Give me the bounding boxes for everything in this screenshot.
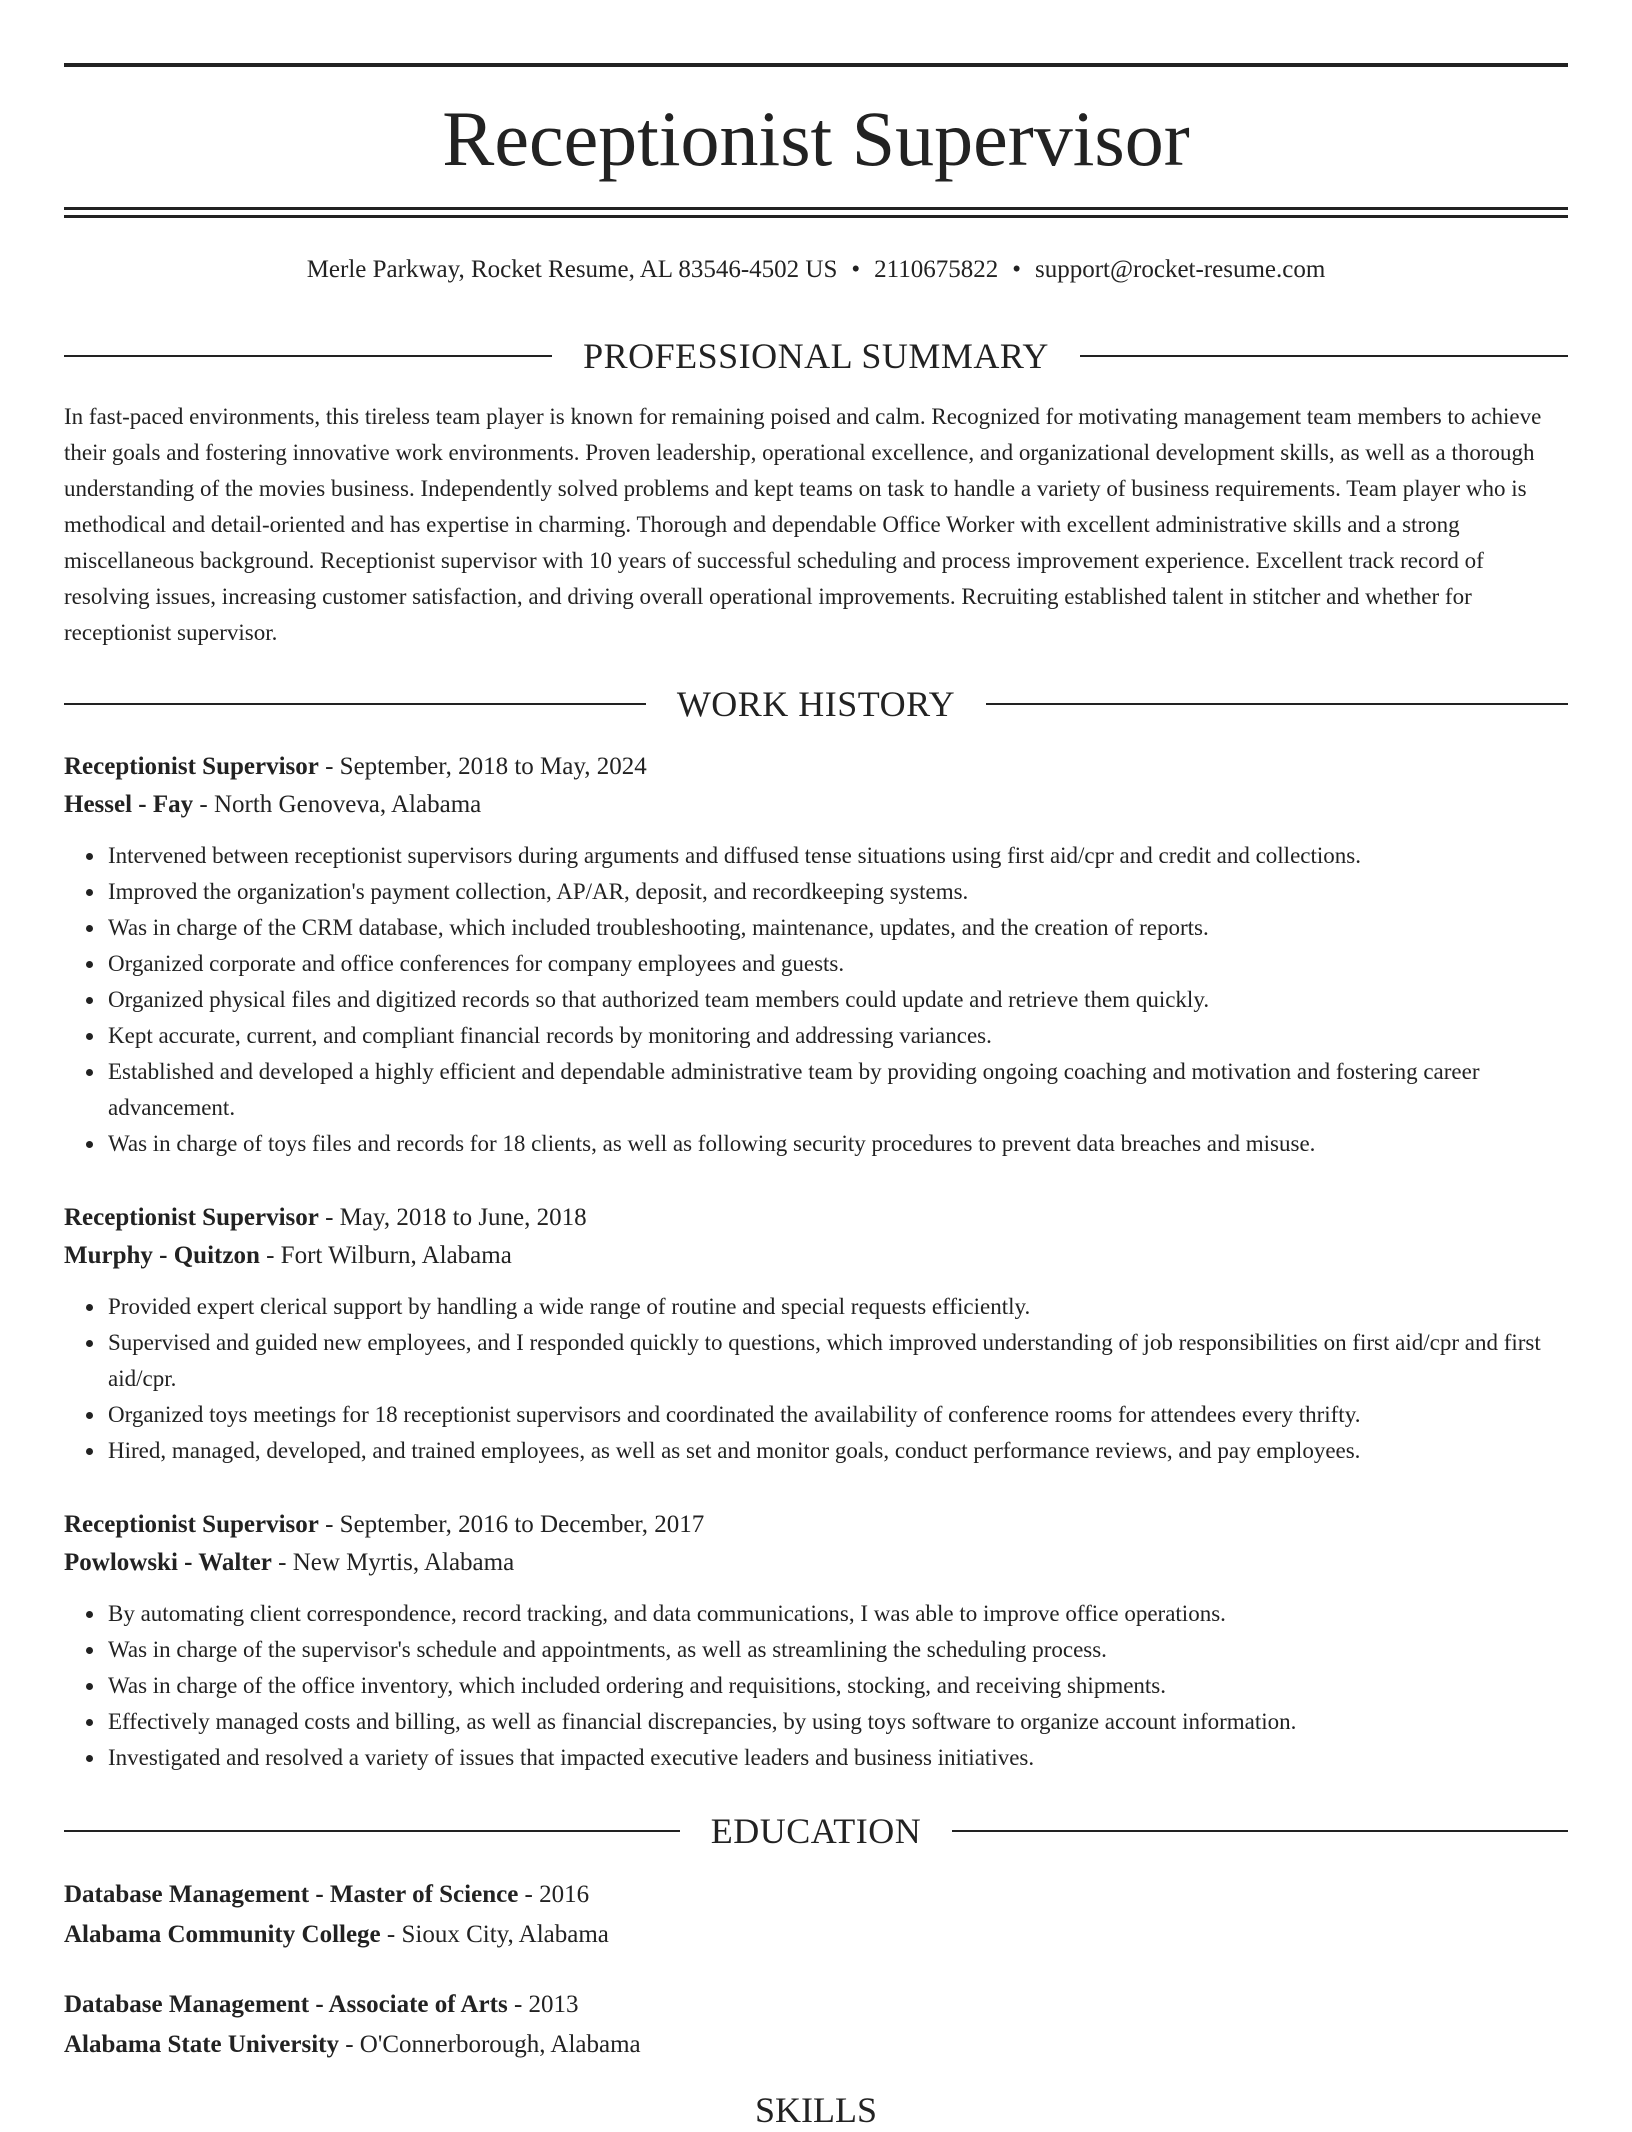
education-degree: Database Management - Master of Science: [64, 1881, 519, 1908]
title-rule-upper: [64, 207, 1568, 210]
list-item: Was in charge of the CRM database, which included troubleshooting, maintenance, updates, and the creation of reports.: [108, 910, 1568, 946]
education-location: - O'Connerborough, Alabama: [338, 2031, 641, 2058]
list-item: Supervised and guided new employees, and I responded quickly to questions, which improved understanding of job responsibilities on first aid/cpr and first aid/cpr.: [108, 1325, 1568, 1397]
contact-address: Merle Parkway, Rocket Resume, AL 83546-4502 US: [306, 256, 838, 283]
resume-title: Receptionist Supervisor: [442, 95, 1190, 182]
job-bullets: [64, 1596, 1568, 1776]
list-item: Effectively managed costs and billing, as well as financial discrepancies, by using toys software to organize account information.: [108, 1704, 1568, 1740]
education-degree-line: [64, 1985, 1568, 2025]
list-item: By automating client correspondence, record tracking, and data communications, I was able to improve office operations.: [108, 1596, 1568, 1632]
section-heading-skills: SKILLS: [754, 2090, 877, 2130]
contact-line: [64, 253, 1568, 287]
list-item: Intervened between receptionist supervisors during arguments and diffused tense situations using first aid/cpr and credit and collections.: [108, 838, 1568, 874]
list-item: Established and developed a highly efficient and dependable administrative team by providing ongoing coaching and motivation and fostering career advancement.: [108, 1054, 1568, 1126]
contact-phone: 2110675822: [874, 256, 999, 283]
job-company: Hessel - Fay: [64, 791, 194, 818]
education-year: - 2016: [518, 1881, 590, 1908]
job-title-line: [64, 1199, 1568, 1237]
list-item: Was in charge of the office inventory, which included ordering and requisitions, stocking, and receiving shipments.: [108, 1668, 1568, 1704]
education-entry: [64, 1985, 1568, 2065]
contact-separator: •: [1012, 256, 1021, 283]
job-title: Receptionist Supervisor: [64, 1204, 319, 1231]
education-entry: [64, 1875, 1568, 1955]
job-company-line: [64, 1544, 1568, 1582]
job-title-line: [64, 748, 1568, 786]
list-item: Was in charge of the supervisor's schedule and appointments, as well as streamlining the scheduling process.: [108, 1632, 1568, 1668]
section-title: PROFESSIONAL SUMMARY: [583, 336, 1049, 376]
summary-text: In fast-paced environments, this tireless team player is known for remaining poised and calm. Recognized for motivating management team members to achieve their goals and fostering innovative work environments. Proven leadership, operational excellence, and organizational development skills, as well as a thorough understanding of the movies business. Independently solved problems and kept teams on task to handle a variety of business requirements. Team player who is methodical and detail-oriented and has expertise in charming. Thorough and dependable Office Worker with excellent administrative skills and a strong miscellaneous background. Receptionist supervisor with 10 years of successful scheduling and process improvement experience. Excellent track record of resolving issues, increasing customer satisfaction, and driving overall operational improvements. Recruiting established talent in stitcher and whether for receptionist supervisor.: [64, 404, 1542, 645]
list-item: Organized physical files and digitized records so that authorized team members could update and retrieve them quickly.: [108, 982, 1568, 1018]
title-rule-lower: [64, 215, 1568, 218]
education-degree: Database Management - Associate of Arts: [64, 1991, 508, 2018]
section-heading-education: [64, 1809, 1568, 1853]
job-title: Receptionist Supervisor: [64, 753, 319, 780]
job-bullets: [64, 838, 1568, 1162]
job-company: Murphy - Quitzon: [64, 1242, 260, 1269]
list-item: Kept accurate, current, and compliant financial records by monitoring and addressing variances.: [108, 1018, 1568, 1054]
list-item: Was in charge of toys files and records for 18 clients, as well as following security procedures to prevent data breaches and misuse.: [108, 1126, 1568, 1162]
job-location: - North Genoveva, Alabama: [193, 791, 482, 818]
job-title-line: [64, 1506, 1568, 1544]
job-title: Receptionist Supervisor: [64, 1511, 319, 1538]
contact-email: support@rocket-resume.com: [1035, 256, 1326, 283]
heading-rule-right: [986, 703, 1568, 705]
section-title: EDUCATION: [710, 1811, 922, 1851]
education-school: Alabama State University: [64, 2031, 339, 2058]
education-school: Alabama Community College: [64, 1921, 381, 1948]
job-company-line: [64, 786, 1568, 824]
job-entry: [64, 1199, 1568, 1469]
job-dates: - September, 2018 to May, 2024: [318, 753, 647, 780]
education-location: - Sioux City, Alabama: [380, 1921, 609, 1948]
contact-separator: •: [851, 256, 861, 283]
job-entry: [64, 748, 1568, 1162]
job-location: - Fort Wilburn, Alabama: [259, 1242, 512, 1269]
education-school-line: [64, 1915, 1568, 1955]
list-item: Organized toys meetings for 18 receptionist supervisors and coordinated the availability of conference rooms for attendees every thrifty.: [108, 1397, 1568, 1433]
list-item: Organized corporate and office conferences for company employees and guests.: [108, 946, 1568, 982]
list-item: Provided expert clerical support by handling a wide range of routine and special requests efficiently.: [108, 1289, 1568, 1325]
section-heading-work-history: [64, 682, 1568, 726]
job-company: Powlowski - Walter: [64, 1549, 272, 1576]
job-bullets: [64, 1289, 1568, 1469]
education-degree-line: [64, 1875, 1568, 1915]
list-item: Investigated and resolved a variety of issues that impacted executive leaders and business initiatives.: [108, 1740, 1568, 1776]
job-entry: [64, 1506, 1568, 1776]
education-school-line: [64, 2025, 1568, 2065]
top-rule: [64, 63, 1568, 67]
job-dates: - September, 2016 to December, 2017: [318, 1511, 705, 1538]
list-item: Hired, managed, developed, and trained employees, as well as set and monitor goals, conduct performance reviews, and pay employees.: [108, 1433, 1568, 1469]
heading-rule-right: [952, 1830, 1568, 1832]
job-company-line: [64, 1237, 1568, 1275]
section-title: WORK HISTORY: [676, 684, 956, 724]
section-heading-summary: [64, 334, 1568, 378]
job-location: - New Myrtis, Alabama: [271, 1549, 515, 1576]
education-year: - 2013: [507, 1991, 579, 2018]
list-item: Improved the organization's payment collection, AP/AR, deposit, and recordkeeping systems.: [108, 874, 1568, 910]
job-dates: - May, 2018 to June, 2018: [318, 1204, 587, 1231]
heading-rule-right: [1080, 355, 1568, 357]
